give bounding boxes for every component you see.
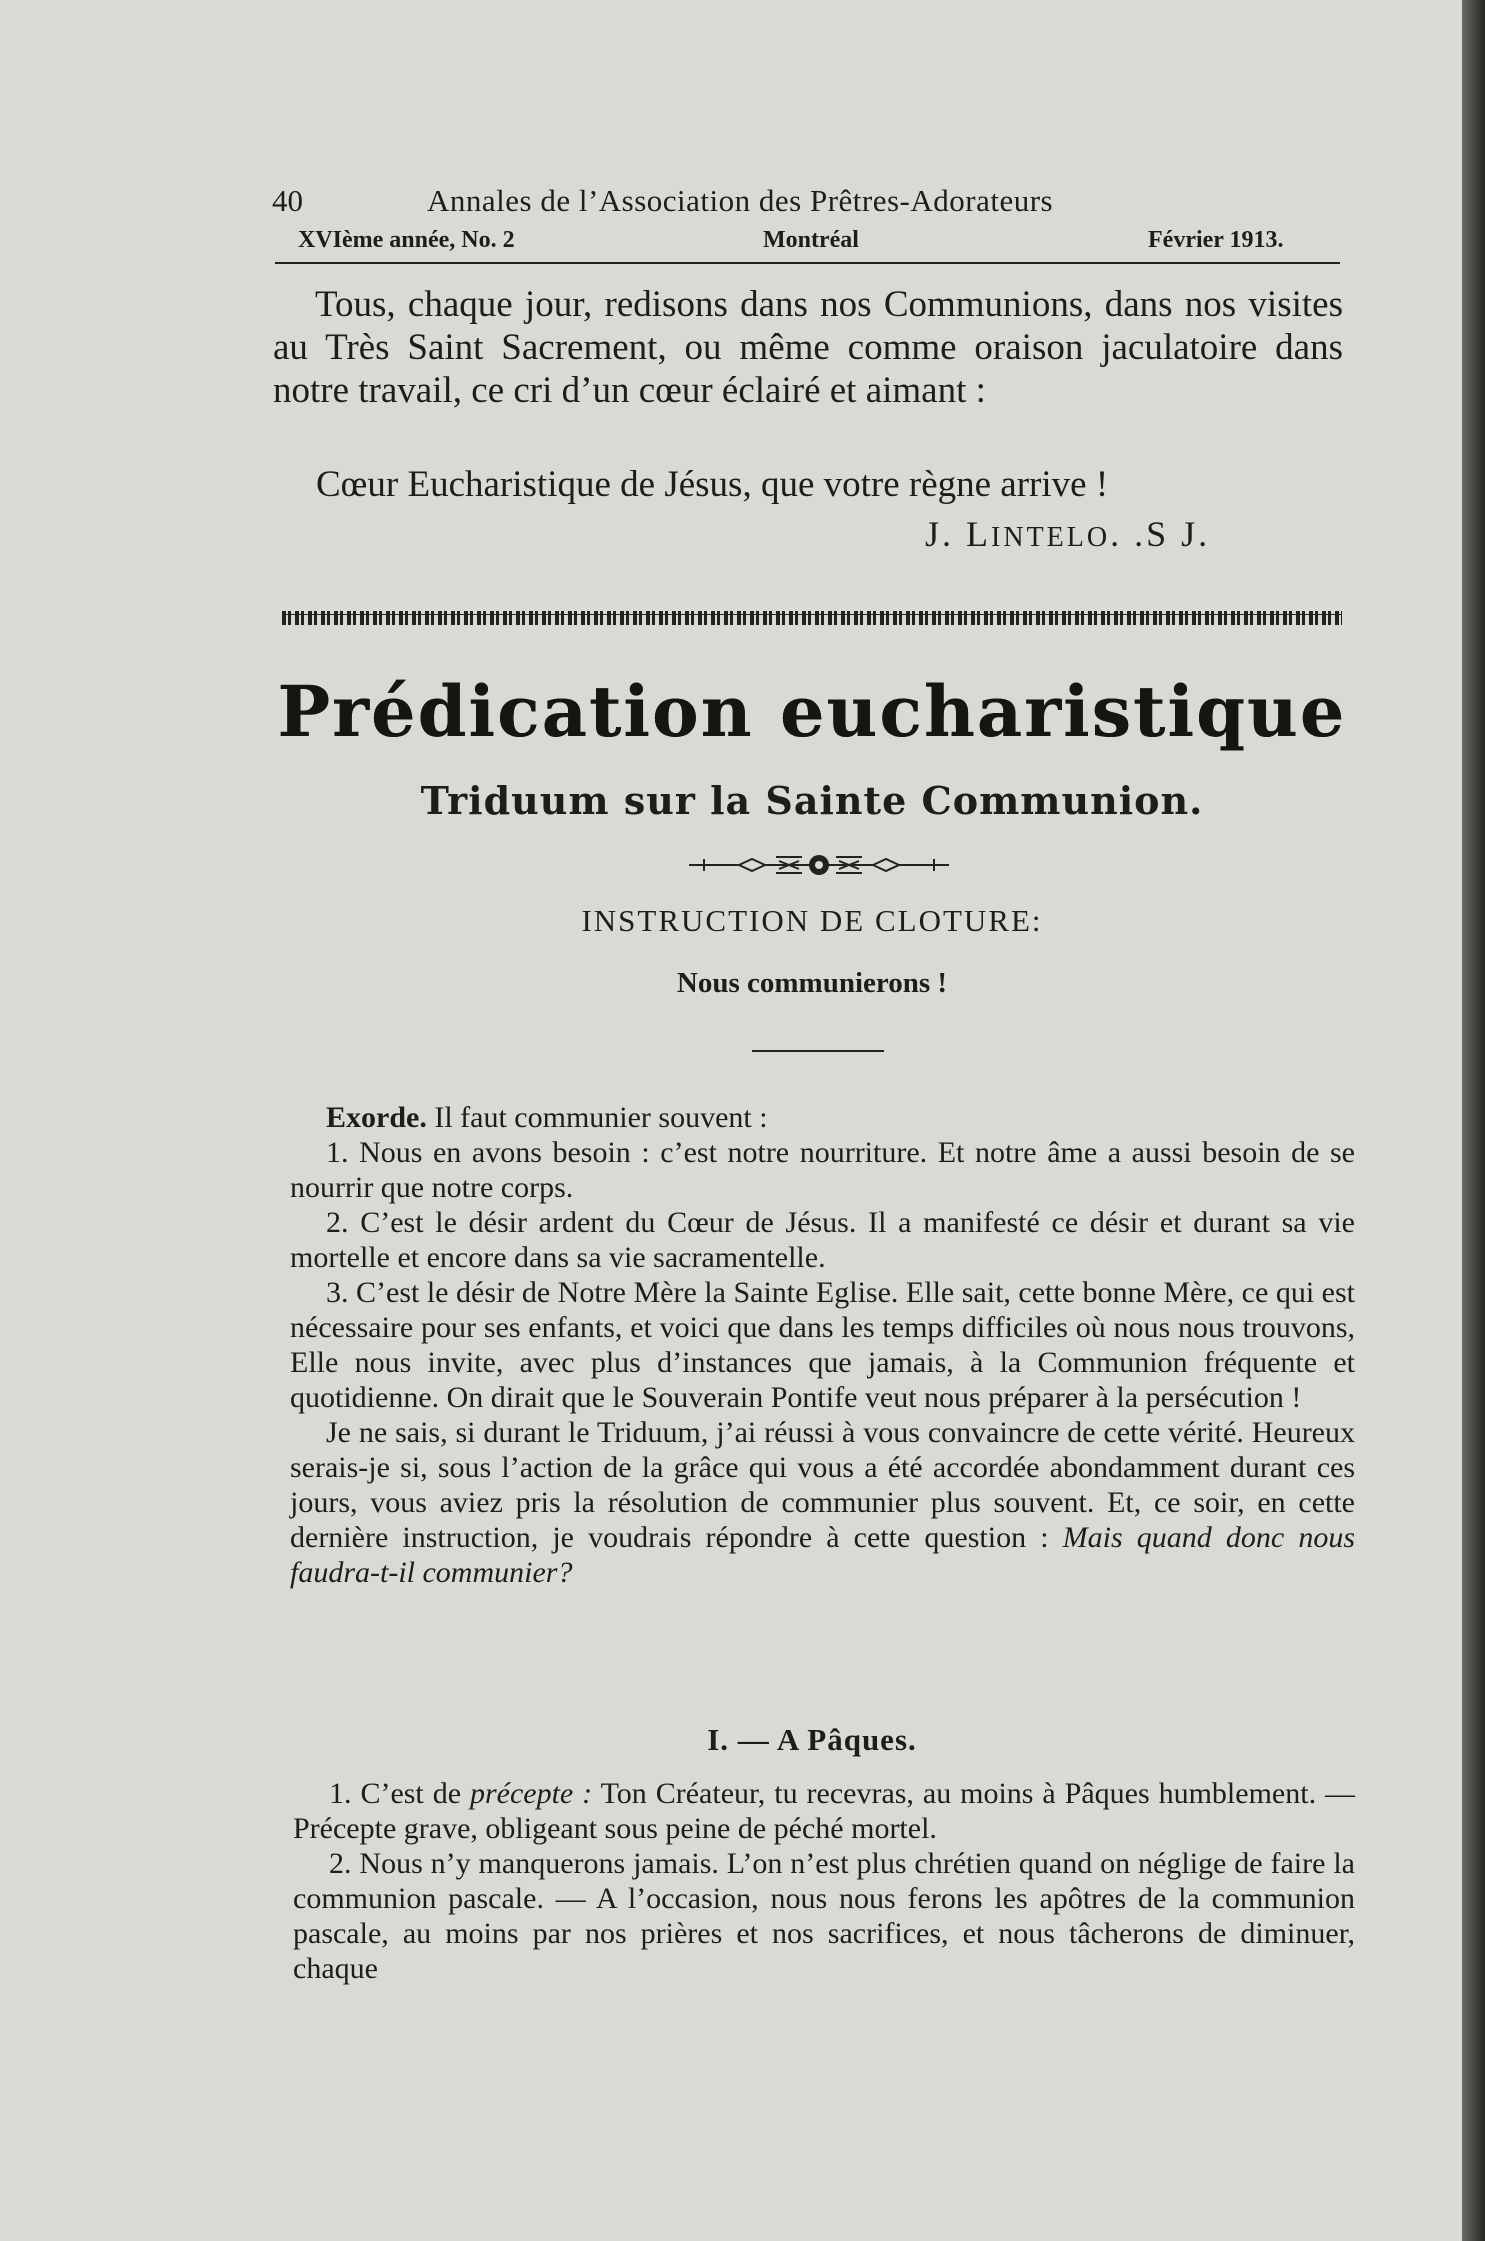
signature-name: INTELO xyxy=(991,522,1111,553)
issue-city: Montréal xyxy=(763,227,859,253)
instruction-subtitle: Nous communierons ! xyxy=(676,967,948,999)
point-one: 1. Nous en avons besoin : c’est notre nourriture. Et notre âme a aussi besoin de se nourrir que notre corps. xyxy=(290,1136,1355,1204)
book-spine-edge xyxy=(1462,0,1485,2241)
ornamental-border xyxy=(282,611,1342,625)
key-question: Mais quand donc nous faudra-t-il communier? xyxy=(290,1521,1355,1589)
journal-title: Annales de l’Association des Prêtres-Adorateurs xyxy=(427,183,1054,218)
header-rule xyxy=(275,262,1340,264)
author-signature xyxy=(925,513,1210,555)
closing-prayer: Cœur Eucharistique de Jésus, que votre règne arrive ! xyxy=(316,464,1109,505)
issue-info xyxy=(298,227,1318,261)
closing-paragraph xyxy=(273,283,1343,412)
exorde-line xyxy=(290,1100,1355,1135)
exorde-text: Il faut communier souvent : xyxy=(426,1101,768,1134)
section-heading: I. — A Pâques. xyxy=(707,1722,917,1757)
precept-paragraph xyxy=(293,1776,1355,1846)
page-number: 40 xyxy=(272,183,303,218)
article-subtitle: Triduum sur la Sainte Communion. xyxy=(420,778,1204,823)
precept-word: précepte : xyxy=(469,1777,593,1810)
instruction-heading: INSTRUCTION DE CLOTURE: xyxy=(581,903,1043,938)
point-two: 2. C’est le désir ardent du Cœur de Jésus. Il a manifesté ce désir et durant sa vie mortelle et encore dans sa vie sacramentelle. xyxy=(290,1206,1355,1274)
signature-suffix: . .S J. xyxy=(1110,514,1211,554)
transition-paragraph xyxy=(290,1415,1355,1590)
section-divider xyxy=(752,1050,884,1052)
closing-paragraph-text: Tous, chaque jour, redisons dans nos Communions, dans nos visites au Très Saint Sacrement, ou même comme oraison jaculatoire dans notre travail, ce cri d’un cœur éclairé et aimant : xyxy=(273,284,1343,411)
point-three: 3. C’est le désir de Notre Mère la Sainte Eglise. Elle sait, cette bonne Mère, ce qui est nécessaire pour ses enfants, et voici que dans les temps difficiles où nous nous trouvons, Elle nous invite, avec plus d’instances que jamais, à la Communion fréquente et quotidienne. On dirait que le Souverain Pontife veut nous préparer à la persécution ! xyxy=(290,1276,1355,1414)
exorde-label: Exorde. xyxy=(326,1101,427,1134)
exorde-section xyxy=(290,1100,1355,1590)
never-miss-paragraph: 2. Nous n’y manquerons jamais. L’on n’est plus chrétien quand on néglige de faire la communion pascale. — A l’occasion, nous nous ferons les apôtres de la communion pascale, au moins par nos prières et nos sacrifices, et nous tâcherons de diminuer, chaque xyxy=(293,1847,1355,1985)
flourish-ornament-icon xyxy=(684,850,954,880)
article-title: Prédication eucharistique xyxy=(277,670,1347,753)
easter-section xyxy=(293,1776,1355,1986)
transition-text: Je ne sais, si durant le Triduum, j’ai réussi à vous convaincre de cette vérité. Heureux serais-je si, sous l’action de la grâce qui vous a été accordée abondamment durant ces jours, vous aviez pris la résolution de communier plus souvent. Et, ce soir, en cette dernière instruction, je voudrais répondre à cette question : xyxy=(290,1416,1355,1554)
issue-date: Février 1913. xyxy=(1148,227,1284,253)
running-header xyxy=(272,183,1212,223)
signature-initial: J. L xyxy=(925,514,991,554)
issue-volume: XVIème année, No. 2 xyxy=(298,227,515,253)
precept-rest: Ton Créateur, tu recevras, au moins à Pâques humblement. — Précepte grave, obligeant sous peine de péché mortel. xyxy=(293,1777,1356,1845)
precept-start: 1. C’est de xyxy=(329,1777,470,1810)
